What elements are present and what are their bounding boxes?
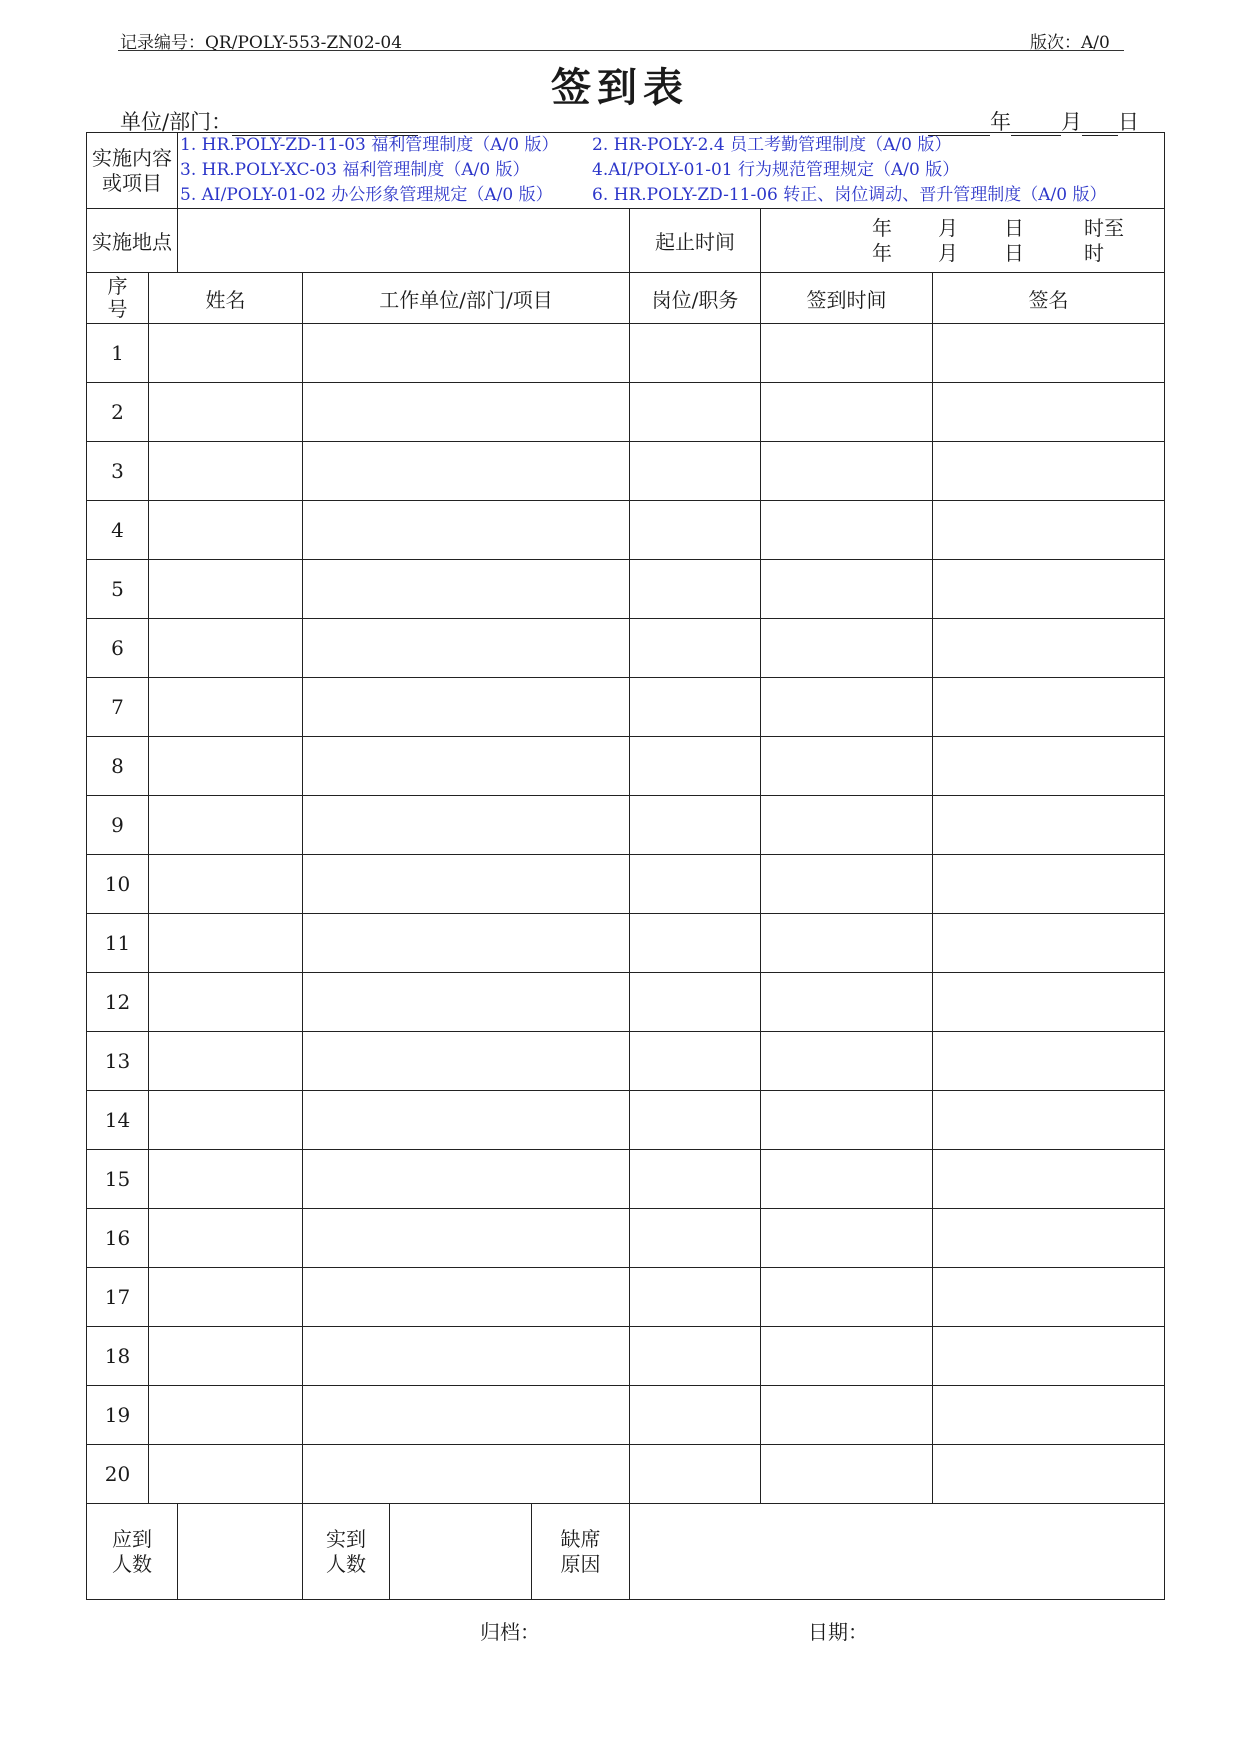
signature-cell[interactable] xyxy=(933,796,1165,855)
absent-label-line2: 原因 xyxy=(560,1551,601,1576)
position-cell[interactable] xyxy=(630,1032,761,1091)
summary-row xyxy=(87,1504,1165,1600)
position-cell[interactable] xyxy=(630,796,761,855)
signature-cell[interactable] xyxy=(933,1445,1165,1504)
signature-cell[interactable] xyxy=(933,1386,1165,1445)
col-header-position: 岗位/职务 xyxy=(630,273,761,324)
signin-time-cell[interactable] xyxy=(761,914,933,973)
name-cell[interactable] xyxy=(149,914,303,973)
name-cell[interactable] xyxy=(149,560,303,619)
expected-label-line2: 人数 xyxy=(112,1551,152,1576)
signin-time-cell[interactable] xyxy=(761,973,933,1032)
signature-cell[interactable] xyxy=(933,560,1165,619)
position-cell[interactable] xyxy=(630,1091,761,1150)
signature-cell[interactable] xyxy=(933,1209,1165,1268)
header-divider xyxy=(118,50,1124,51)
col-header-no xyxy=(87,273,149,324)
signin-time-cell[interactable] xyxy=(761,1091,933,1150)
signature-cell[interactable] xyxy=(933,737,1165,796)
table-row xyxy=(87,855,1165,914)
unit-cell[interactable] xyxy=(303,324,630,383)
position-cell[interactable] xyxy=(630,1209,761,1268)
row-number: 3 xyxy=(87,442,149,501)
content-item-1: 1. HR.POLY-ZD-11-03 福利管理制度（A/0 版） xyxy=(180,135,559,155)
signature-cell[interactable] xyxy=(933,1268,1165,1327)
content-label-line2: 或项目 xyxy=(102,170,162,195)
unit-cell[interactable] xyxy=(303,737,630,796)
time-end-month: 月 xyxy=(938,240,958,265)
name-cell[interactable] xyxy=(149,1091,303,1150)
location-input-cell[interactable] xyxy=(178,209,630,273)
row-number: 14 xyxy=(87,1091,149,1150)
name-cell[interactable] xyxy=(149,1445,303,1504)
signature-cell[interactable] xyxy=(933,619,1165,678)
signin-time-cell[interactable] xyxy=(761,619,933,678)
time-start-month: 月 xyxy=(938,215,958,240)
name-cell[interactable] xyxy=(149,796,303,855)
signature-cell[interactable] xyxy=(933,501,1165,560)
position-cell[interactable] xyxy=(630,560,761,619)
time-start-hour: 时至 xyxy=(1084,215,1124,240)
content-item-5: 5. AI/POLY-01-02 办公形象管理规定（A/0 版） xyxy=(180,185,553,205)
name-cell[interactable] xyxy=(149,324,303,383)
table-row xyxy=(87,1150,1165,1209)
name-cell[interactable] xyxy=(149,737,303,796)
time-end-day: 日 xyxy=(1004,240,1024,265)
unit-cell[interactable] xyxy=(303,1209,630,1268)
signin-time-cell[interactable] xyxy=(761,560,933,619)
signature-cell[interactable] xyxy=(933,973,1165,1032)
signin-time-cell[interactable] xyxy=(761,1327,933,1386)
table-row xyxy=(87,1209,1165,1268)
signature-cell[interactable] xyxy=(933,1327,1165,1386)
signin-time-cell[interactable] xyxy=(761,501,933,560)
absence-reason-label xyxy=(532,1504,630,1600)
unit-cell[interactable] xyxy=(303,1150,630,1209)
signature-cell[interactable] xyxy=(933,324,1165,383)
table-row xyxy=(87,796,1165,855)
location-label-cell: 实施地点 xyxy=(87,209,178,273)
signin-rows xyxy=(87,324,1165,1504)
col-header-signature: 签名 xyxy=(933,273,1165,324)
table-row xyxy=(87,383,1165,442)
table-row xyxy=(87,737,1165,796)
expected-label-line1: 应到 xyxy=(112,1526,152,1551)
actual-label-line2: 人数 xyxy=(326,1551,366,1576)
signin-time-cell[interactable] xyxy=(761,1209,933,1268)
expected-count-label xyxy=(87,1504,178,1600)
unit-cell[interactable] xyxy=(303,973,630,1032)
expected-count-input[interactable] xyxy=(178,1504,303,1600)
unit-cell[interactable] xyxy=(303,383,630,442)
position-cell[interactable] xyxy=(630,855,761,914)
day-label: 日 xyxy=(1118,110,1139,134)
name-cell[interactable] xyxy=(149,1209,303,1268)
position-cell[interactable] xyxy=(630,1268,761,1327)
signin-time-cell[interactable] xyxy=(761,324,933,383)
column-header-row xyxy=(87,273,1165,324)
time-range-cell[interactable] xyxy=(761,209,1165,273)
version-number: 版次：A/0 xyxy=(1030,33,1110,53)
signin-time-cell[interactable] xyxy=(761,1150,933,1209)
time-start-day: 日 xyxy=(1004,215,1024,240)
col-header-no-line2: 号 xyxy=(107,297,128,321)
unit-cell[interactable] xyxy=(303,1032,630,1091)
name-cell[interactable] xyxy=(149,383,303,442)
unit-department-label: 单位/部门： xyxy=(120,110,233,134)
time-end-year: 年 xyxy=(872,240,892,265)
row-number: 2 xyxy=(87,383,149,442)
signin-time-cell[interactable] xyxy=(761,1032,933,1091)
name-cell[interactable] xyxy=(149,1386,303,1445)
table-row xyxy=(87,1268,1165,1327)
row-number: 10 xyxy=(87,855,149,914)
unit-cell[interactable] xyxy=(303,1268,630,1327)
col-header-unit: 工作单位/部门/项目 xyxy=(303,273,630,324)
name-cell[interactable] xyxy=(149,973,303,1032)
unit-cell[interactable] xyxy=(303,560,630,619)
row-number: 16 xyxy=(87,1209,149,1268)
signin-time-cell[interactable] xyxy=(761,678,933,737)
row-number: 8 xyxy=(87,737,149,796)
content-item-6: 6. HR.POLY-ZD-11-06 转正、岗位调动、晋升管理制度（A/0 版） xyxy=(592,185,1107,205)
name-cell[interactable] xyxy=(149,442,303,501)
row-number: 1 xyxy=(87,324,149,383)
table-row xyxy=(87,1445,1165,1504)
position-cell[interactable] xyxy=(630,1150,761,1209)
month-label: 月 xyxy=(1061,110,1082,134)
signature-cell[interactable] xyxy=(933,442,1165,501)
row-number: 9 xyxy=(87,796,149,855)
row-number: 13 xyxy=(87,1032,149,1091)
signature-cell[interactable] xyxy=(933,1150,1165,1209)
table-row xyxy=(87,973,1165,1032)
row-number: 12 xyxy=(87,973,149,1032)
table-row xyxy=(87,619,1165,678)
actual-count-input[interactable] xyxy=(390,1504,532,1600)
absence-reason-input[interactable] xyxy=(630,1504,1165,1600)
name-cell[interactable] xyxy=(149,1268,303,1327)
table-row xyxy=(87,1032,1165,1091)
content-item-2: 2. HR-POLY-2.4 员工考勤管理制度（A/0 版） xyxy=(592,135,952,155)
name-cell[interactable] xyxy=(149,855,303,914)
position-cell[interactable] xyxy=(630,973,761,1032)
content-item-4: 4.AI/POLY-01-01 行为规范管理规定（A/0 版） xyxy=(592,160,960,180)
position-cell[interactable] xyxy=(630,1386,761,1445)
unit-cell[interactable] xyxy=(303,914,630,973)
row-number: 4 xyxy=(87,501,149,560)
position-cell[interactable] xyxy=(630,737,761,796)
location-row xyxy=(87,209,1165,273)
table-row xyxy=(87,324,1165,383)
content-label-line1: 实施内容 xyxy=(92,145,172,170)
signature-cell[interactable] xyxy=(933,855,1165,914)
content-row xyxy=(87,133,1165,209)
content-items-cell xyxy=(178,133,1165,209)
unit-cell[interactable] xyxy=(303,1091,630,1150)
signature-cell[interactable] xyxy=(933,914,1165,973)
table-row xyxy=(87,914,1165,973)
unit-cell[interactable] xyxy=(303,501,630,560)
position-cell[interactable] xyxy=(630,501,761,560)
signature-cell[interactable] xyxy=(933,678,1165,737)
signin-time-cell[interactable] xyxy=(761,383,933,442)
name-cell[interactable] xyxy=(149,619,303,678)
position-cell[interactable] xyxy=(630,324,761,383)
signin-time-cell[interactable] xyxy=(761,1445,933,1504)
content-item-3: 3. HR.POLY-XC-03 福利管理制度（A/0 版） xyxy=(180,160,530,180)
unit-cell[interactable] xyxy=(303,619,630,678)
position-cell[interactable] xyxy=(630,1327,761,1386)
position-cell[interactable] xyxy=(630,678,761,737)
signature-cell[interactable] xyxy=(933,383,1165,442)
col-header-no-line1: 序 xyxy=(107,274,128,298)
row-number: 17 xyxy=(87,1268,149,1327)
form-title: 签到表 xyxy=(551,65,689,111)
unit-cell[interactable] xyxy=(303,855,630,914)
row-number: 11 xyxy=(87,914,149,973)
row-number: 6 xyxy=(87,619,149,678)
unit-cell[interactable] xyxy=(303,796,630,855)
name-cell[interactable] xyxy=(149,1150,303,1209)
signin-time-cell[interactable] xyxy=(761,796,933,855)
table-row xyxy=(87,1091,1165,1150)
content-label-cell xyxy=(87,133,178,209)
signature-cell[interactable] xyxy=(933,1032,1165,1091)
row-number: 18 xyxy=(87,1327,149,1386)
row-number: 20 xyxy=(87,1445,149,1504)
name-cell[interactable] xyxy=(149,678,303,737)
date-label: 日期： xyxy=(808,1620,868,1644)
table-row xyxy=(87,1327,1165,1386)
table-row xyxy=(87,560,1165,619)
time-start-year: 年 xyxy=(872,215,892,240)
row-number: 19 xyxy=(87,1386,149,1445)
row-number: 7 xyxy=(87,678,149,737)
row-number: 5 xyxy=(87,560,149,619)
time-end-hour: 时 xyxy=(1084,240,1104,265)
signin-time-cell[interactable] xyxy=(761,855,933,914)
unit-cell[interactable] xyxy=(303,678,630,737)
unit-cell[interactable] xyxy=(303,442,630,501)
unit-cell[interactable] xyxy=(303,1386,630,1445)
archive-label: 归档： xyxy=(480,1620,540,1644)
unit-cell[interactable] xyxy=(303,1445,630,1504)
unit-cell[interactable] xyxy=(303,1327,630,1386)
name-cell[interactable] xyxy=(149,1327,303,1386)
record-number: 记录编号：QR/POLY-553-ZN02-04 xyxy=(120,33,403,53)
time-label-cell: 起止时间 xyxy=(630,209,761,273)
year-label: 年 xyxy=(990,110,1011,134)
position-cell[interactable] xyxy=(630,914,761,973)
signature-cell[interactable] xyxy=(933,1091,1165,1150)
signin-time-cell[interactable] xyxy=(761,1268,933,1327)
actual-label-line1: 实到 xyxy=(326,1526,366,1551)
signin-time-cell[interactable] xyxy=(761,442,933,501)
position-cell[interactable] xyxy=(630,383,761,442)
col-header-name: 姓名 xyxy=(149,273,303,324)
position-cell[interactable] xyxy=(630,442,761,501)
table-row xyxy=(87,678,1165,737)
signin-time-cell[interactable] xyxy=(761,1386,933,1445)
name-cell[interactable] xyxy=(149,501,303,560)
col-header-signin-time: 签到时间 xyxy=(761,273,933,324)
position-cell[interactable] xyxy=(630,1445,761,1504)
absent-label-line1: 缺席 xyxy=(560,1526,601,1551)
table-row xyxy=(87,501,1165,560)
table-row xyxy=(87,442,1165,501)
signin-table xyxy=(86,132,1165,1600)
position-cell[interactable] xyxy=(630,619,761,678)
table-row xyxy=(87,1386,1165,1445)
name-cell[interactable] xyxy=(149,1032,303,1091)
signin-time-cell[interactable] xyxy=(761,737,933,796)
row-number: 15 xyxy=(87,1150,149,1209)
actual-count-label xyxy=(303,1504,390,1600)
